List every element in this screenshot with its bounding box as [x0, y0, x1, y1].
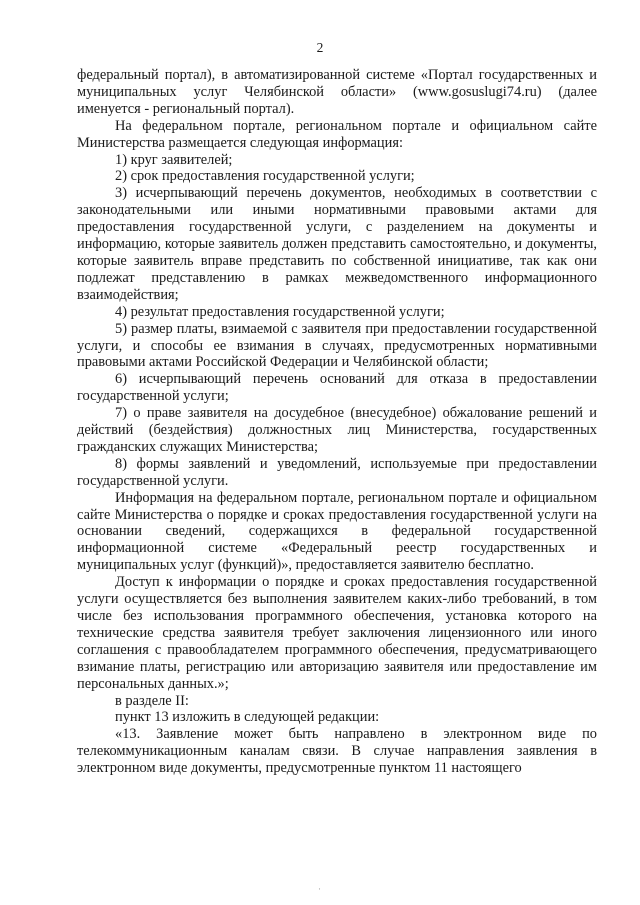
- paragraph-info-intro: На федеральном портале, региональном портале и официальном сайте Министерства размещается следующая информация:: [77, 117, 597, 151]
- list-item-4: 4) результат предоставления государственной услуги;: [115, 303, 445, 320]
- page-number: 2: [316, 40, 324, 55]
- paragraph-info-free: Информация на федеральном портале, региональном портале и официальном сайте Министерства о порядке и сроках предоставления государственной услуги на основании сведений, содержащихся в федеральной государственной информационной системе «Федеральный реестр государственных и муниципальных услуг (функций)», предоставляется заявителю бесплатно.: [77, 489, 597, 574]
- list-item-5: 5) размер платы, взимаемой с заявителя при предоставлении государственной услуги, и способы ее взимания в случаях, предусмотренных нормативными правовыми актами Российской Федерации и Челябинской области;: [77, 320, 597, 371]
- document-body: [77, 67, 597, 777]
- list-item-2: 2) срок предоставления государственной услуги;: [115, 168, 415, 185]
- list-item-6: 6) исчерпывающий перечень оснований для отказа в предоставлении государственной услуги;: [77, 371, 597, 405]
- list-item-8: 8) формы заявлений и уведомлений, используемые при предоставлении государственной услуги.: [77, 455, 597, 489]
- list-item-3: 3) исчерпывающий перечень документов, необходимых в соответствии с законодательными или иными нормативными правовыми актами для предоставления государственной услуги, с разделением на документы и информацию, которые заявитель должен представить самостоятельно, и документы, которые заявитель вправе представить по собственной инициативе, так как они подлежат представлению в рамках межведомственного информационного взаимодействия;: [77, 185, 597, 303]
- paragraph-item-13-intro: пункт 13 изложить в следующей редакции:: [115, 709, 380, 726]
- paragraph-item-13-text: «13. Заявление может быть направлено в электронном виде по телекоммуникационным каналам связи. В случае направления заявления в электронном виде документы, предусмотренные пунктом 11 настоящего: [77, 726, 597, 777]
- list-item-1: 1) круг заявителей;: [115, 151, 233, 168]
- paragraph-portal-continuation: федеральный портал), в автоматизированной системе «Портал государственных и муниципальных услуг Челябинской области» (www.gosuslugi74.ru) (далее именуется - региональный портал).: [77, 67, 597, 117]
- scan-mark: ·: [318, 884, 321, 894]
- paragraph-access: Доступ к информации о порядке и сроках предоставления государственной услуги осуществляется без выполнения заявителем каких-либо требований, в том числе без использования программного обеспечения, установка которого на технические средства заявителя требует заключения лицензионного или иного соглашения с правообладателем программного обеспечения, предусматривающего взимание платы, регистрацию или авторизацию заявителя или предоставление им персональных данных.»;: [77, 574, 597, 692]
- list-item-7: 7) о праве заявителя на досудебное (внесудебное) обжалование решений и действий (бездействия) должностных лиц Министерства, государственных гражданских служащих Министерства;: [77, 405, 597, 455]
- paragraph-section-ii: в разделе II:: [115, 692, 189, 709]
